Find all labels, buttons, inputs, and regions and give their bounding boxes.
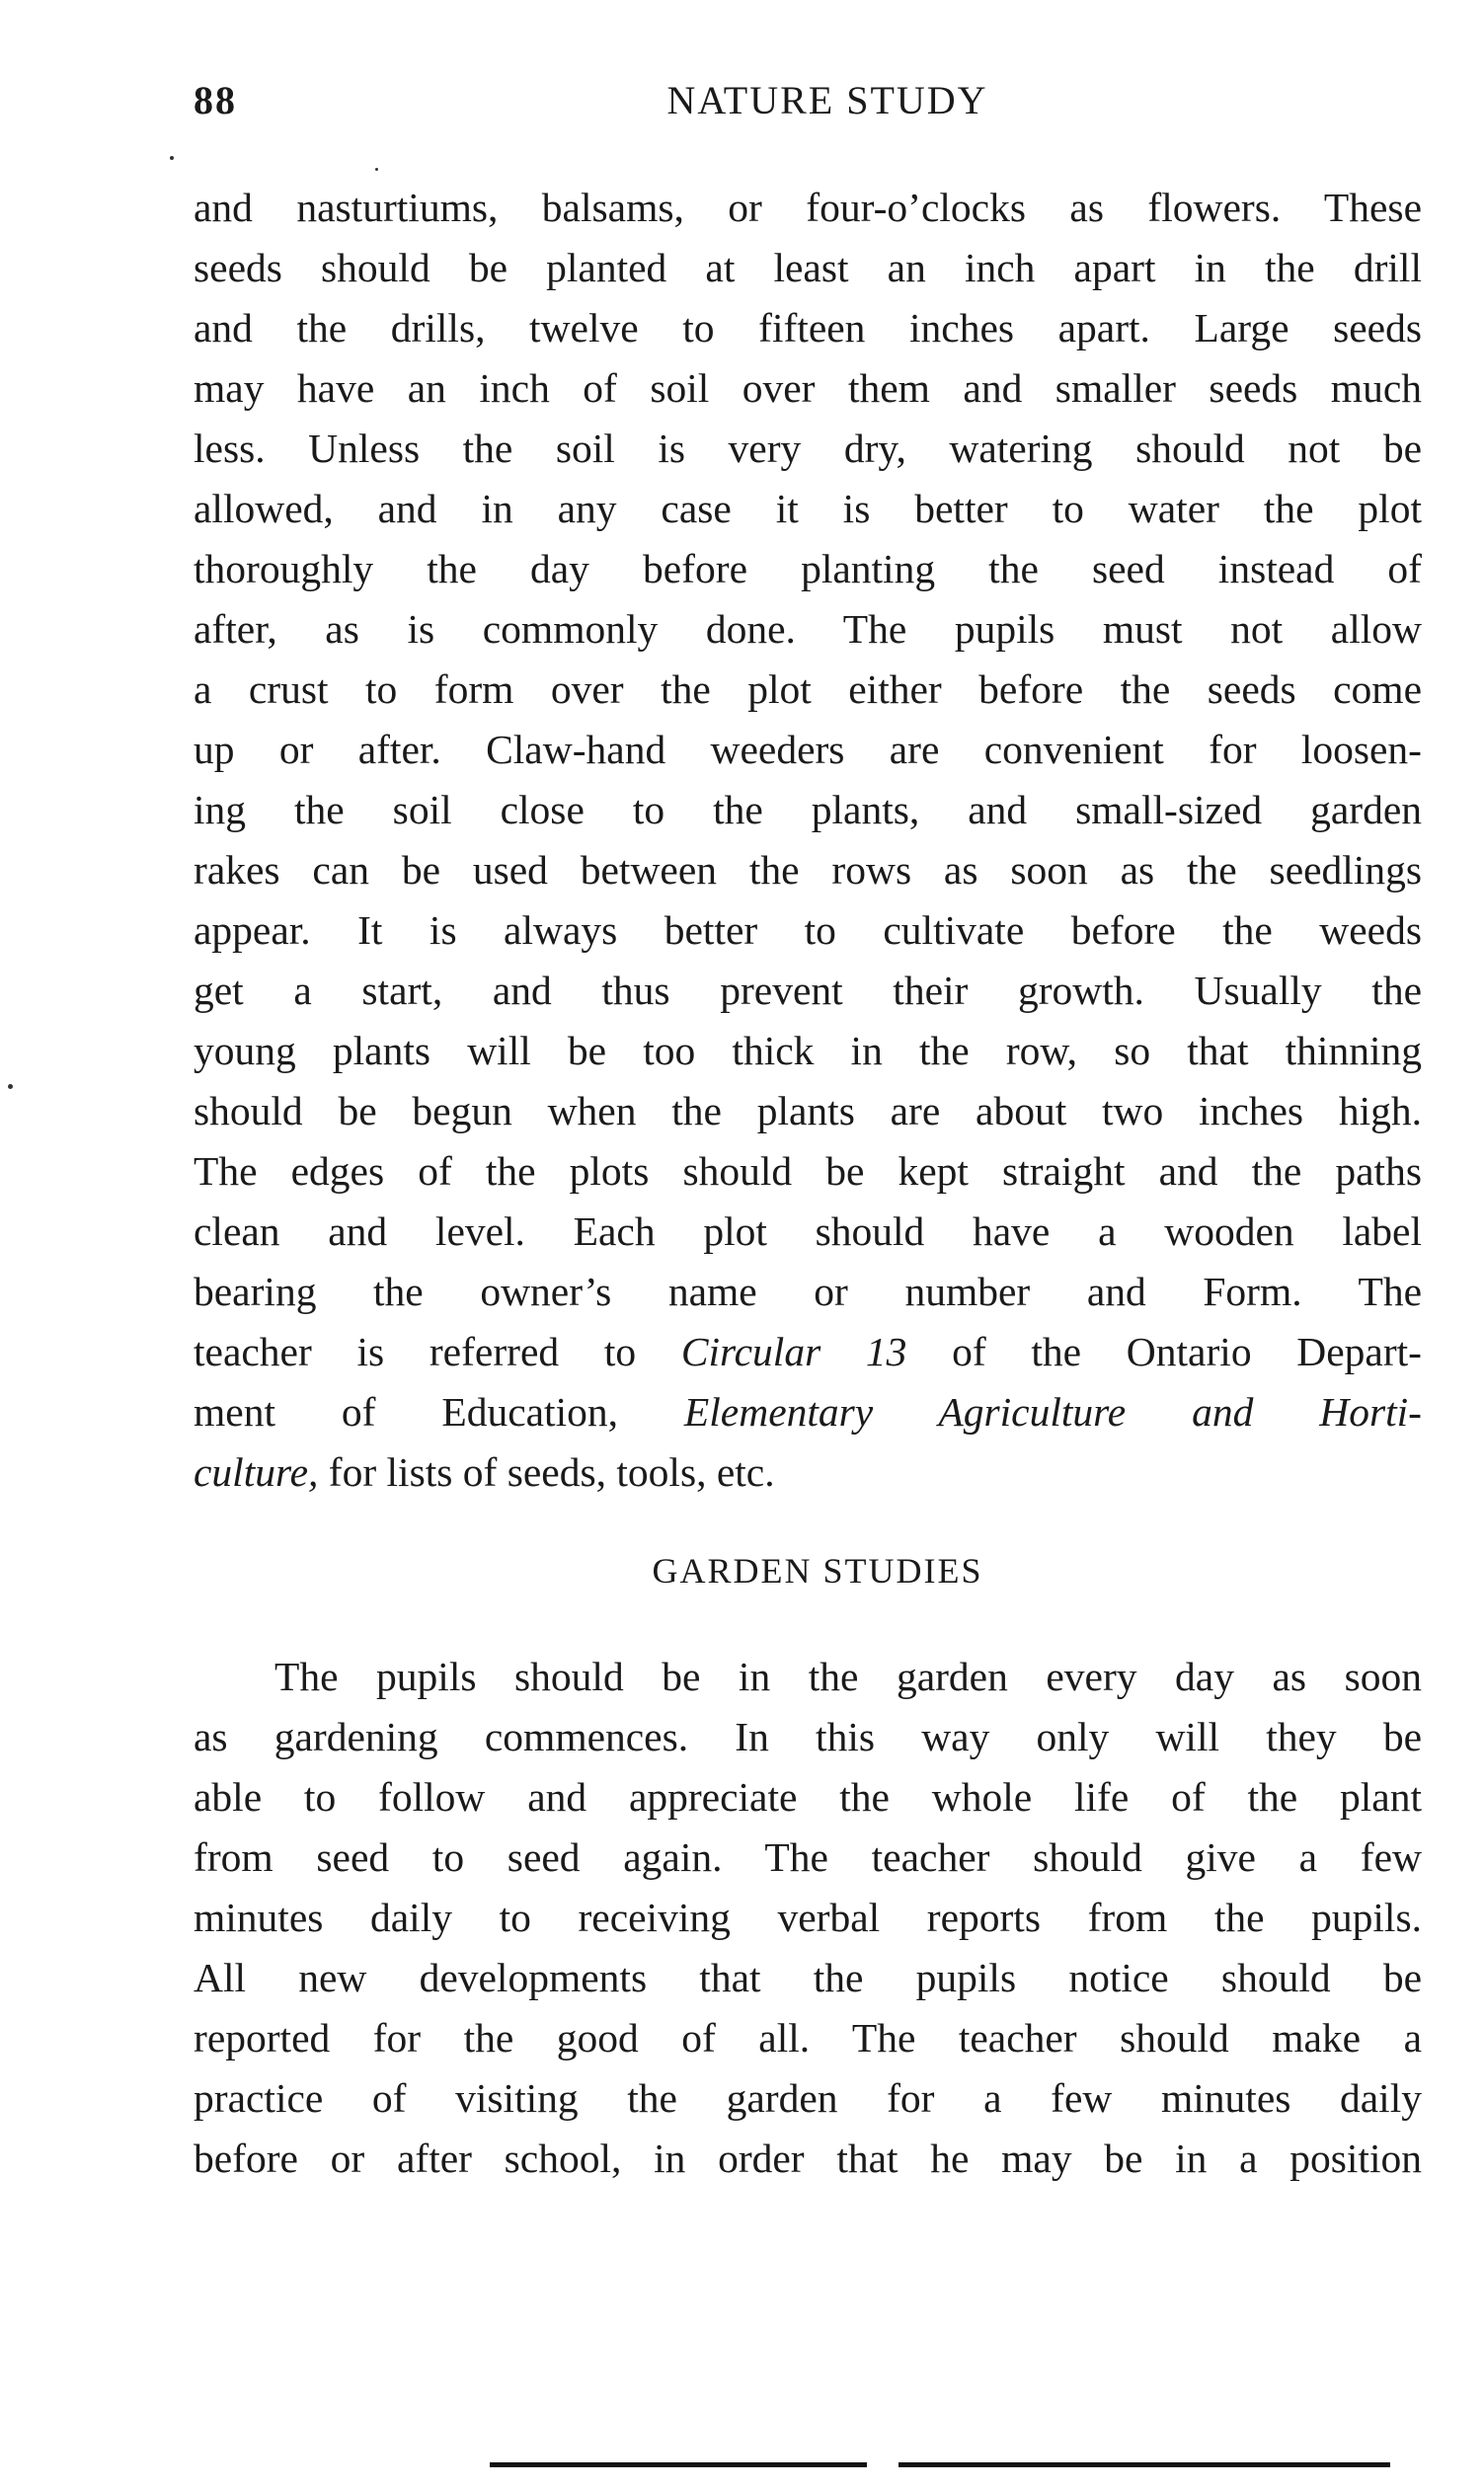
text-line: as gardening commences. In this way only will they be bbox=[194, 1714, 1422, 1759]
text-line: able to follow and appreciate the whole life of the plant bbox=[194, 1774, 1422, 1820]
circular-title: Circular 13 bbox=[680, 1329, 907, 1374]
text-line: ing the soil close to the plants, and small-sized garden bbox=[194, 787, 1422, 832]
text-line: young plants will be too thick in the row, so that thinning bbox=[194, 1028, 1422, 1073]
ink-speck bbox=[170, 156, 174, 160]
bottom-rule-left bbox=[490, 2462, 867, 2467]
text-line: after, as is commonly done. The pupils must not allow bbox=[194, 606, 1422, 652]
running-head-title: NATURE STUDY bbox=[666, 78, 988, 122]
running-head bbox=[194, 77, 1422, 132]
text-line: rakes can be used between the rows as soon as the seedlings bbox=[194, 847, 1422, 893]
text-line: clean and level. Each plot should have a wooden label bbox=[194, 1208, 1422, 1254]
bottom-rule-right bbox=[898, 2462, 1390, 2467]
text-line: less. Unless the soil is very dry, watering should not be bbox=[194, 426, 1422, 471]
text-line: appear. It is always better to cultivate before the weeds bbox=[194, 907, 1422, 953]
text-line: up or after. Claw-hand weeders are convenient for loosen- bbox=[194, 727, 1422, 772]
text-line: seeds should be planted at least an inch apart in the drill bbox=[194, 245, 1422, 290]
ink-speck bbox=[8, 1084, 13, 1089]
paragraph-1 bbox=[194, 178, 1422, 1503]
page-number: 88 bbox=[194, 78, 237, 122]
publication-title-continued: culture, bbox=[194, 1449, 319, 1495]
text-line: The pupils should be in the garden every day as soon bbox=[274, 1654, 1422, 1699]
text-line: a crust to form over the plot either before the seeds come bbox=[194, 666, 1422, 712]
text-line: practice of visiting the garden for a few minutes daily bbox=[194, 2075, 1422, 2121]
text-line: allowed, and in any case it is better to water the plot bbox=[194, 486, 1422, 531]
paragraph-2 bbox=[194, 1647, 1422, 2189]
text-line: from seed to seed again. The teacher should give a few bbox=[194, 1834, 1422, 1880]
section-heading: GARDEN STUDIES bbox=[652, 1551, 983, 1591]
ink-speck bbox=[375, 168, 378, 171]
text-line: may have an inch of soil over them and smaller seeds much bbox=[194, 365, 1422, 411]
text-line: get a start, and thus prevent their growth. Usually the bbox=[194, 968, 1422, 1013]
text-line: culture, for lists of seeds, tools, etc. bbox=[194, 1449, 775, 1495]
text-line: should be begun when the plants are about two inches high. bbox=[194, 1088, 1422, 1133]
text-line: All new developments that the pupils notice should be bbox=[194, 1955, 1422, 2000]
text-line: and nasturtiums, balsams, or four-o’clocks as flowers. These bbox=[194, 185, 1422, 230]
text-line: thoroughly the day before planting the seed instead of bbox=[194, 546, 1422, 591]
text-line: before or after school, in order that he may be in a position bbox=[194, 2136, 1422, 2181]
text-line: and the drills, twelve to fifteen inches apart. Large seeds bbox=[194, 305, 1422, 350]
publication-title: Elementary Agriculture and Horti- bbox=[683, 1389, 1422, 1435]
text-line: minutes daily to receiving verbal reports from the pupils. bbox=[194, 1895, 1422, 1940]
text-line: reported for the good of all. The teacher should make a bbox=[194, 2015, 1422, 2061]
text-line: teacher is referred to Circular 13 of the Ontario Depart- bbox=[194, 1329, 1422, 1374]
text-line: bearing the owner’s name or number and Form. The bbox=[194, 1269, 1422, 1314]
text-line: The edges of the plots should be kept straight and the paths bbox=[194, 1148, 1422, 1194]
text-line: ment of Education, Elementary Agriculture and Horti- bbox=[194, 1389, 1422, 1435]
